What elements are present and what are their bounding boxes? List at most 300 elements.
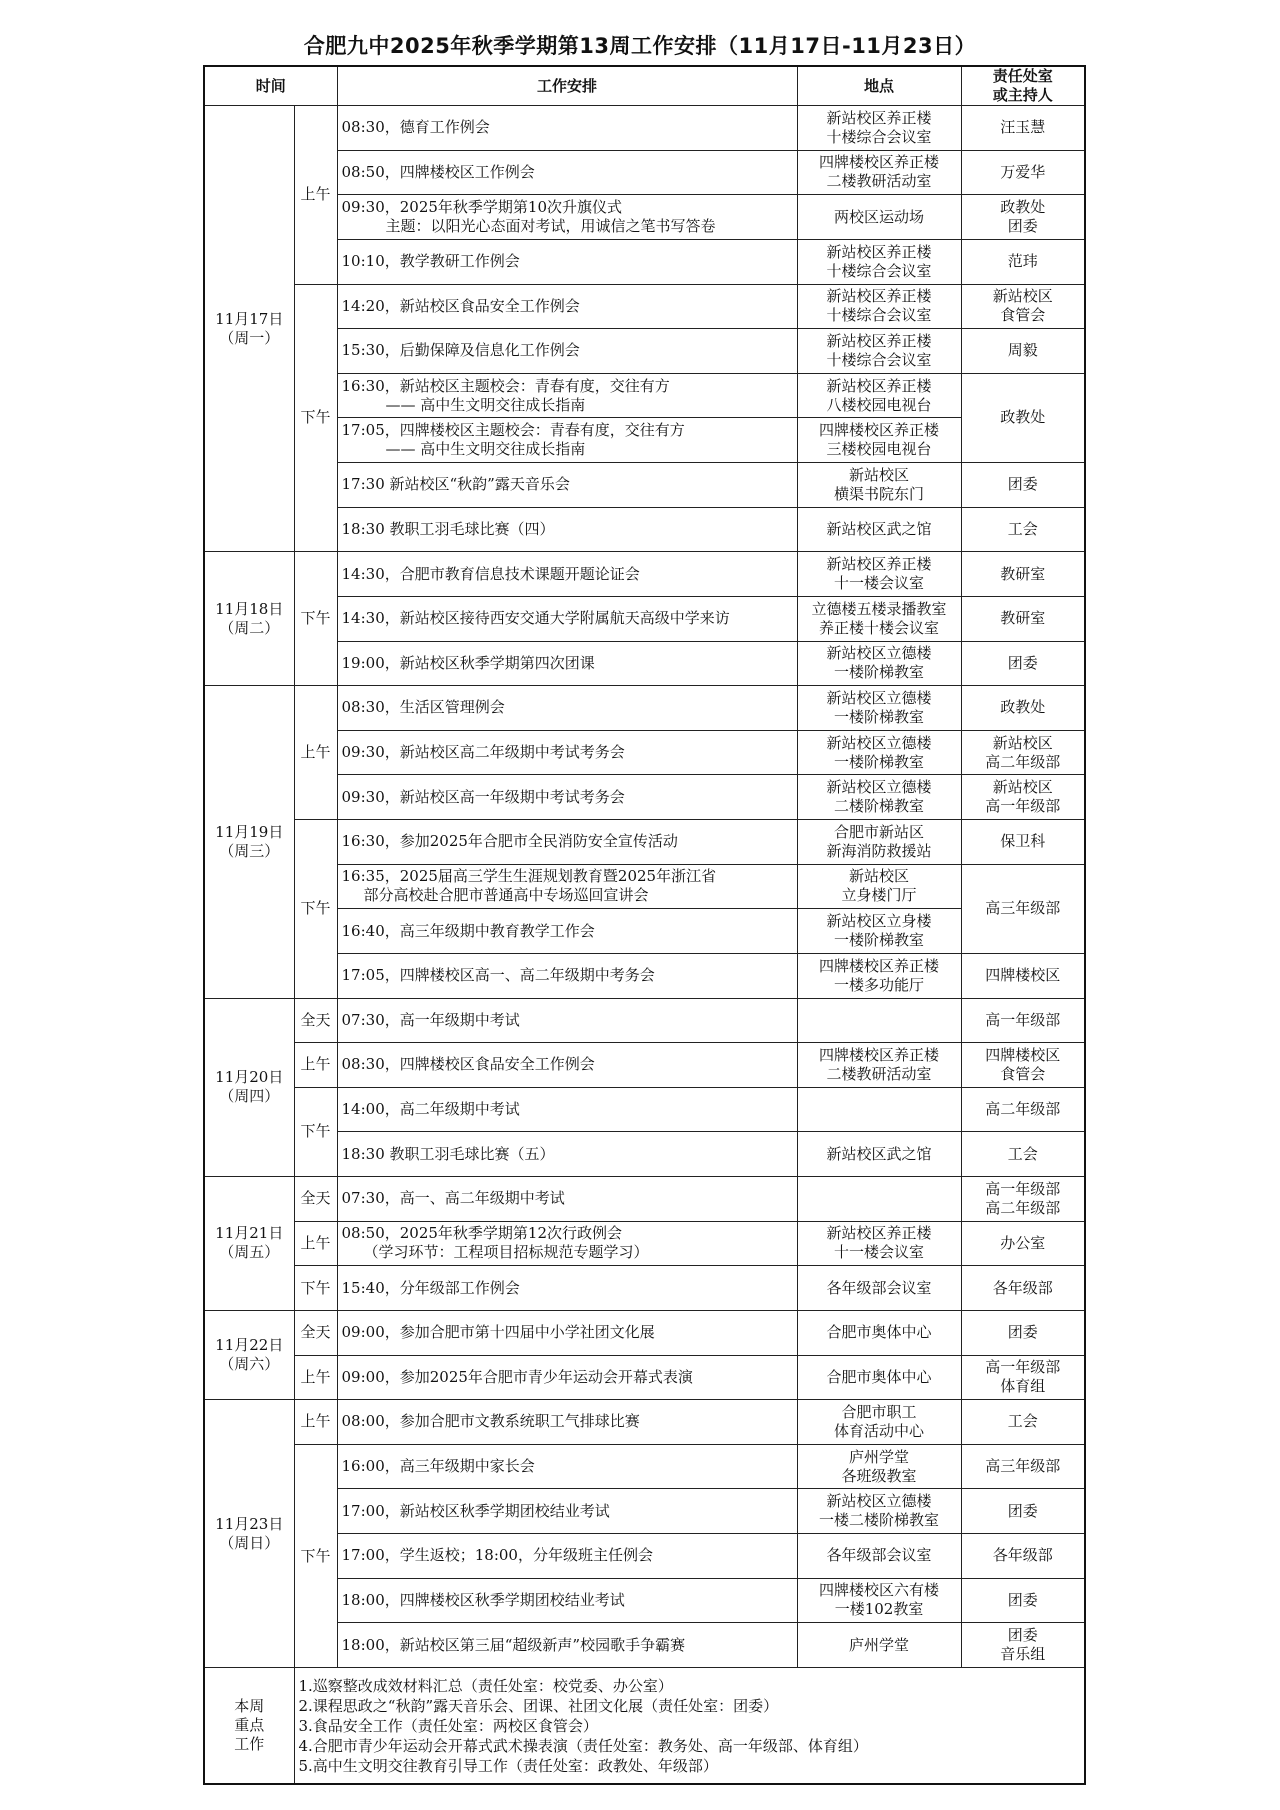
- location-cell: [797, 552, 961, 597]
- work-item-line: 18:30 教职工羽毛球比赛（五）: [341, 1144, 555, 1163]
- location-cell: [797, 150, 961, 195]
- schedule-row: [204, 1043, 1085, 1088]
- schedule-row: [204, 418, 1085, 463]
- work-item: [337, 373, 797, 418]
- day-weekday: （周三）: [219, 841, 280, 860]
- half-day-label: 下午: [294, 1087, 337, 1176]
- owner-line: 工会: [1007, 1144, 1038, 1163]
- owner-cell: [961, 686, 1085, 731]
- work-item-line: 09:30，2025年秋季学期第10次升旗仪式: [341, 198, 623, 217]
- owner-line: 体育组: [1000, 1377, 1046, 1396]
- work-item-line: 18:00，新站校区第三届“超级新声”校园歌手争霸赛: [341, 1635, 686, 1654]
- schedule-row: [204, 1578, 1085, 1623]
- header-time: 时间: [204, 66, 337, 106]
- owner-cell: [961, 507, 1085, 552]
- day-weekday: （周日）: [219, 1533, 280, 1552]
- day-date-cell: [204, 686, 294, 998]
- day-date-cell: [204, 1400, 294, 1668]
- schedule-row: [204, 820, 1085, 865]
- location-cell: [797, 1534, 961, 1579]
- day-date-cell: [204, 552, 294, 686]
- location-line: 新站校区养正楼: [826, 108, 932, 127]
- header-owner-line1: 责任处室: [992, 67, 1053, 85]
- location-cell: [797, 1132, 961, 1177]
- focus-label-line: 工作: [234, 1735, 265, 1754]
- schedule-row: [204, 953, 1085, 998]
- location-line: 十一楼会议室: [834, 1243, 925, 1262]
- schedule-row: [204, 1444, 1085, 1489]
- owner-cell: [961, 1087, 1085, 1132]
- location-line: 三楼校园电视台: [826, 440, 932, 459]
- day-date: 11月19日: [215, 822, 284, 841]
- day-date: 11月22日: [215, 1336, 284, 1354]
- owner-cell: [961, 1177, 1085, 1222]
- focus-item: 2.课程思政之“秋韵”露天音乐会、团课、社团文化展（责任处室：团委）: [298, 1696, 779, 1715]
- focus-row: [204, 1668, 1085, 1784]
- work-item-line: 09:30，新站校区高二年级期中考试考务会: [341, 743, 625, 762]
- location-line: 新站校区立德楼: [826, 644, 932, 663]
- owner-cell: [961, 596, 1085, 641]
- location-cell: [797, 909, 961, 954]
- work-item: [337, 820, 797, 865]
- location-line: 新站校区立德楼: [826, 778, 932, 797]
- location-line: 合肥市奥体中心: [826, 1323, 932, 1342]
- work-item: [337, 1623, 797, 1668]
- owner-cell: [961, 1132, 1085, 1177]
- location-line: 十楼综合会议室: [826, 261, 932, 280]
- location-line: 两校区运动场: [834, 207, 925, 226]
- schedule-row: [204, 195, 1085, 240]
- focus-items: [294, 1668, 1085, 1784]
- location-line: 新站校区: [849, 465, 910, 484]
- half-day-label: 上午: [294, 106, 337, 285]
- schedule-row: [204, 1400, 1085, 1445]
- owner-cell: [961, 1400, 1085, 1445]
- half-day-label: 上午: [294, 686, 337, 820]
- location-cell: [797, 1355, 961, 1400]
- location-line: 一楼102教室: [834, 1600, 924, 1619]
- work-item-line: 08:50，四牌楼校区工作例会: [341, 162, 535, 181]
- schedule-row: [204, 998, 1085, 1043]
- schedule-row: [204, 775, 1085, 820]
- owner-line: 高一年级部: [985, 1179, 1061, 1198]
- work-item: [337, 1310, 797, 1355]
- owner-line: 教研室: [1000, 609, 1046, 628]
- schedule-row: [204, 1266, 1085, 1311]
- owner-line: 高三年级部: [985, 899, 1061, 918]
- location-cell: [797, 1623, 961, 1668]
- day-weekday: （周四）: [219, 1087, 280, 1106]
- location-line: 新海消防救援站: [826, 841, 932, 860]
- owner-line: 新站校区: [992, 287, 1053, 306]
- schedule-row: [204, 864, 1085, 909]
- schedule-row: [204, 150, 1085, 195]
- owner-line: 食管会: [1000, 1064, 1046, 1083]
- work-item-line: 16:40，高三年级期中教育教学工作会: [341, 921, 595, 940]
- owner-cell: [961, 953, 1085, 998]
- owner-line: 四牌楼校区: [985, 1045, 1061, 1064]
- location-line: 一楼多功能厅: [834, 975, 925, 994]
- focus-item: 5.高中生文明交往教育引导工作（责任处室：政教处、年级部）: [298, 1756, 718, 1775]
- schedule-row: [204, 1221, 1085, 1266]
- work-item-line: 09:00，参加合肥市第十四届中小学社团文化展: [341, 1323, 655, 1342]
- owner-line: 高一年级部: [985, 1010, 1061, 1029]
- location-cell: [797, 1444, 961, 1489]
- work-item: [337, 864, 797, 909]
- focus-item: 4.合肥市青少年运动会开幕式武术操表演（责任处室：教务处、高一年级部、体育组）: [298, 1736, 868, 1755]
- schedule-row: [204, 1623, 1085, 1668]
- work-item: [337, 1400, 797, 1445]
- owner-cell: [961, 106, 1085, 151]
- day-date: 11月23日: [215, 1514, 284, 1533]
- schedule-row: [204, 1310, 1085, 1355]
- work-item: [337, 507, 797, 552]
- location-line: 各年级部会议室: [826, 1278, 932, 1297]
- work-item-line: 07:30，高一、高二年级期中考试: [341, 1189, 565, 1208]
- work-item: [337, 239, 797, 284]
- work-item-line: 主题：以阳光心态面对考试，用诚信之笔书写答卷: [385, 217, 716, 236]
- owner-line: 食管会: [1000, 306, 1046, 325]
- work-item-line: 18:00，四牌楼校区秋季学期团校结业考试: [341, 1590, 625, 1609]
- owner-cell: [961, 820, 1085, 865]
- owner-cell: [961, 463, 1085, 508]
- location-line: 合肥市奥体中心: [826, 1367, 932, 1386]
- owner-line: 团委: [1007, 475, 1038, 494]
- owner-cell: [961, 552, 1085, 597]
- owner-line: 保卫科: [1000, 832, 1046, 851]
- location-line: 十楼综合会议室: [826, 350, 932, 369]
- work-item-line: 16:35，2025届高三学生生涯规划教育暨2025年浙江省: [341, 867, 717, 886]
- owner-line: 新站校区: [992, 778, 1053, 797]
- schedule-row: [204, 239, 1085, 284]
- location-cell: [797, 239, 961, 284]
- owner-line: 万爱华: [1000, 162, 1046, 181]
- location-line: 八楼校园电视台: [826, 395, 932, 414]
- owner-cell: [961, 1578, 1085, 1623]
- schedule-row: [204, 329, 1085, 374]
- owner-line: 高一年级部: [985, 797, 1061, 816]
- location-line: 新站校区立德楼: [826, 733, 932, 752]
- owner-cell: [961, 1355, 1085, 1400]
- location-line: 庐州学堂: [849, 1635, 910, 1654]
- work-item-line: 16:30，新站校区主题校会：青春有度，交往有方: [341, 376, 670, 395]
- owner-cell: [961, 1489, 1085, 1534]
- location-line: 二楼教研活动室: [826, 172, 932, 191]
- work-item: [337, 106, 797, 151]
- location-cell: [797, 641, 961, 686]
- work-item: [337, 1221, 797, 1266]
- owner-line: 新站校区: [992, 733, 1053, 752]
- work-item-line: 15:30，后勤保障及信息化工作例会: [341, 341, 580, 360]
- owner-cell: [961, 239, 1085, 284]
- work-item-line: —— 高中生文明交往成长指南: [385, 440, 586, 459]
- focus-item: 1.巡察整改成效材料汇总（责任处室：校党委、办公室）: [298, 1676, 673, 1695]
- owner-cell: [961, 1623, 1085, 1668]
- location-line: 一楼阶梯教室: [834, 752, 925, 771]
- half-day-label: 下午: [294, 1266, 337, 1311]
- day-date-cell: [204, 998, 294, 1177]
- owner-line: 团委: [1007, 217, 1038, 236]
- page-title: 合肥九中2025年秋季学期第13周工作安排（11月17日-11月23日）: [303, 34, 977, 58]
- work-item-line: 15:40，分年级部工作例会: [341, 1278, 520, 1297]
- day-weekday: （周二）: [219, 618, 280, 637]
- location-line: 新站校区养正楼: [826, 555, 932, 574]
- location-line: 新站校区武之馆: [826, 1144, 932, 1163]
- owner-cell: [961, 1221, 1085, 1266]
- owner-cell: [961, 150, 1085, 195]
- location-line: 立德楼五楼录播教室: [811, 599, 947, 618]
- day-weekday: （周一）: [219, 328, 280, 347]
- schedule-row: [204, 686, 1085, 731]
- owner-cell: [961, 1534, 1085, 1579]
- location-line: 四牌楼校区养正楼: [819, 1045, 940, 1064]
- schedule-row: [204, 596, 1085, 641]
- day-date-cell: [204, 106, 294, 552]
- schedule-row: [204, 463, 1085, 508]
- owner-cell: [961, 864, 1085, 953]
- location-line: 新站校区立身楼: [826, 912, 932, 931]
- owner-cell: [961, 1266, 1085, 1311]
- day-weekday: （周六）: [219, 1355, 280, 1373]
- location-line: 新站校区养正楼: [826, 287, 932, 306]
- location-line: 一楼二楼阶梯教室: [819, 1511, 940, 1530]
- location-cell: [797, 463, 961, 508]
- work-item-line: 19:00，新站校区秋季学期第四次团课: [341, 653, 595, 672]
- schedule-row: [204, 1355, 1085, 1400]
- owner-line: 办公室: [1000, 1233, 1046, 1252]
- owner-line: 团委: [1007, 1501, 1038, 1520]
- half-day-label: 上午: [294, 1400, 337, 1445]
- owner-line: 高三年级部: [985, 1457, 1061, 1476]
- half-day-label: 上午: [294, 1355, 337, 1400]
- work-item: [337, 1489, 797, 1534]
- owner-cell: [961, 775, 1085, 820]
- location-line: 二楼教研活动室: [826, 1064, 932, 1083]
- work-item: [337, 1534, 797, 1579]
- location-cell: [797, 1578, 961, 1623]
- day-date-cell: [204, 1310, 294, 1399]
- header-work: 工作安排: [337, 66, 797, 106]
- owner-line: 各年级部: [992, 1546, 1053, 1565]
- location-cell: [797, 864, 961, 909]
- work-item: [337, 596, 797, 641]
- location-line: 十楼综合会议室: [826, 306, 932, 325]
- work-item: [337, 730, 797, 775]
- location-cell: [797, 1489, 961, 1534]
- location-cell: [797, 284, 961, 329]
- location-line: 合肥市新站区: [834, 822, 925, 841]
- location-cell: [797, 953, 961, 998]
- location-line: 四牌楼校区养正楼: [819, 956, 940, 975]
- header-location: 地点: [797, 66, 961, 106]
- location-line: 新站校区养正楼: [826, 331, 932, 350]
- half-day-label: 上午: [294, 1043, 337, 1088]
- work-item: [337, 909, 797, 954]
- work-item-line: 09:00，参加2025年合肥市青少年运动会开幕式表演: [341, 1367, 693, 1386]
- work-item-line: 08:30，生活区管理例会: [341, 698, 505, 717]
- owner-cell: [961, 329, 1085, 374]
- work-item-line: 14:30，新站校区接待西安交通大学附属航天高级中学来访: [341, 609, 730, 628]
- location-cell: [797, 1087, 961, 1132]
- owner-line: 汪玉慧: [1000, 118, 1046, 137]
- work-item-line: 07:30，高一年级期中考试: [341, 1010, 520, 1029]
- location-line: 新站校区: [849, 867, 910, 886]
- work-item-line: 17:30 新站校区“秋韵”露天音乐会: [341, 475, 570, 494]
- work-item-line: 17:00，学生返校；18:00，分年级班主任例会: [341, 1546, 653, 1565]
- owner-cell: [961, 641, 1085, 686]
- focus-item: 3.食品安全工作（责任处室：两校区食管会）: [298, 1716, 598, 1735]
- work-item-line: 14:30，合肥市教育信息技术课题开题论证会: [341, 564, 640, 583]
- work-item: [337, 418, 797, 463]
- owner-line: 教研室: [1000, 564, 1046, 583]
- day-date: 11月21日: [215, 1224, 284, 1243]
- owner-line: 团委: [1007, 1323, 1038, 1342]
- owner-line: 团委: [1007, 1626, 1038, 1645]
- location-line: 一楼阶梯教室: [834, 663, 925, 682]
- location-cell: [797, 106, 961, 151]
- schedule-row: [204, 507, 1085, 552]
- day-date: 11月18日: [215, 599, 284, 618]
- location-line: 新站校区养正楼: [826, 376, 932, 395]
- half-day-label: 下午: [294, 820, 337, 999]
- location-line: 二楼阶梯教室: [834, 797, 925, 816]
- work-item-line: 09:30，新站校区高一年级期中考试考务会: [341, 787, 625, 806]
- work-item: [337, 953, 797, 998]
- location-line: 新站校区武之馆: [826, 519, 932, 538]
- location-cell: [797, 418, 961, 463]
- half-day-label: 下午: [294, 552, 337, 686]
- owner-line: 周毅: [1007, 341, 1038, 360]
- work-item-line: 17:00，新站校区秋季学期团校结业考试: [341, 1501, 610, 1520]
- half-day-label: 全天: [294, 1177, 337, 1222]
- header-owner: [961, 66, 1085, 106]
- work-item: [337, 1043, 797, 1088]
- location-line: 十楼综合会议室: [826, 127, 932, 146]
- work-item: [337, 1132, 797, 1177]
- work-item-line: 17:05，四牌楼校区主题校会：青春有度，交往有方: [341, 421, 685, 440]
- location-cell: [797, 596, 961, 641]
- work-item-line: 08:30，德育工作例会: [341, 118, 490, 137]
- schedule-row: [204, 1489, 1085, 1534]
- focus-label-line: 本周: [234, 1697, 265, 1716]
- work-item-line: 18:30 教职工羽毛球比赛（四）: [341, 519, 555, 538]
- schedule-row: [204, 1534, 1085, 1579]
- half-day-label: 下午: [294, 1444, 337, 1668]
- work-item: [337, 195, 797, 240]
- work-item: [337, 1578, 797, 1623]
- work-item: [337, 1087, 797, 1132]
- location-line: 庐州学堂: [849, 1447, 910, 1466]
- half-day-label: 上午: [294, 1221, 337, 1266]
- location-line: 四牌楼校区养正楼: [819, 153, 940, 172]
- owner-line: 团委: [1007, 653, 1038, 672]
- work-item: [337, 1355, 797, 1400]
- work-item: [337, 150, 797, 195]
- location-line: 十一楼会议室: [834, 574, 925, 593]
- owner-line: 高二年级部: [985, 1198, 1061, 1217]
- location-line: 横渠书院东门: [834, 484, 925, 503]
- location-cell: [797, 373, 961, 418]
- location-cell: [797, 1310, 961, 1355]
- work-item-line: 14:00，高二年级期中考试: [341, 1100, 520, 1119]
- work-item: [337, 686, 797, 731]
- day-date: 11月17日: [215, 309, 284, 328]
- location-cell: [797, 998, 961, 1043]
- location-line: 一楼阶梯教室: [834, 931, 925, 950]
- half-day-label: 全天: [294, 998, 337, 1043]
- owner-line: 团委: [1007, 1590, 1038, 1609]
- location-line: 体育活动中心: [834, 1421, 925, 1440]
- schedule-row: [204, 106, 1085, 151]
- work-item: [337, 552, 797, 597]
- schedule-row: [204, 1177, 1085, 1222]
- owner-line: 各年级部: [992, 1278, 1053, 1297]
- work-item-line: 14:20，新站校区食品安全工作例会: [341, 296, 580, 315]
- work-item-line: 16:30，参加2025年合肥市全民消防安全宣传活动: [341, 832, 678, 851]
- location-cell: [797, 820, 961, 865]
- location-line: 合肥市职工: [841, 1402, 917, 1421]
- owner-line: 音乐组: [1000, 1645, 1046, 1664]
- half-day-label: 全天: [294, 1310, 337, 1355]
- location-line: 四牌楼校区养正楼: [819, 421, 940, 440]
- owner-line: 政教处: [1000, 698, 1046, 717]
- location-cell: [797, 1266, 961, 1311]
- header-owner-line2: 或主持人: [992, 86, 1053, 104]
- owner-line: 四牌楼校区: [985, 966, 1061, 985]
- owner-line: 高一年级部: [985, 1358, 1061, 1377]
- location-line: 新站校区立德楼: [826, 1492, 932, 1511]
- owner-line: 工会: [1007, 519, 1038, 538]
- location-line: 新站校区养正楼: [826, 1224, 932, 1243]
- schedule-row: [204, 284, 1085, 329]
- schedule-row: [204, 373, 1085, 418]
- owner-line: 高二年级部: [985, 752, 1061, 771]
- location-line: 各年级部会议室: [826, 1546, 932, 1565]
- work-item-line: —— 高中生文明交往成长指南: [385, 395, 586, 414]
- half-day-label: 下午: [294, 284, 337, 552]
- work-item-line: 08:30，四牌楼校区食品安全工作例会: [341, 1055, 595, 1074]
- owner-line: 政教处: [1000, 198, 1046, 217]
- location-line: 一楼阶梯教室: [834, 707, 925, 726]
- location-cell: [797, 195, 961, 240]
- work-item: [337, 641, 797, 686]
- day-date-cell: [204, 1177, 294, 1311]
- location-cell: [797, 686, 961, 731]
- location-cell: [797, 507, 961, 552]
- work-item-line: 08:50，2025年秋季学期第12次行政例会: [341, 1224, 623, 1243]
- location-line: 立身楼门厅: [841, 886, 917, 905]
- work-item: [337, 463, 797, 508]
- location-cell: [797, 1221, 961, 1266]
- location-line: 新站校区立德楼: [826, 688, 932, 707]
- schedule-row: [204, 552, 1085, 597]
- location-line: 新站校区养正楼: [826, 242, 932, 261]
- owner-cell: [961, 998, 1085, 1043]
- owner-cell: [961, 373, 1085, 462]
- location-cell: [797, 1177, 961, 1222]
- owner-line: 范玮: [1007, 252, 1038, 271]
- schedule-table: [203, 65, 1086, 1785]
- owner-cell: [961, 1444, 1085, 1489]
- schedule-row: [204, 1087, 1085, 1132]
- focus-label-line: 重点: [234, 1716, 265, 1735]
- owner-cell: [961, 195, 1085, 240]
- location-line: 四牌楼校区六有楼: [819, 1581, 940, 1600]
- owner-line: 政教处: [1000, 408, 1046, 427]
- work-item: [337, 284, 797, 329]
- work-item-line: 16:00，高三年级期中家长会: [341, 1457, 535, 1476]
- schedule-row: [204, 909, 1085, 954]
